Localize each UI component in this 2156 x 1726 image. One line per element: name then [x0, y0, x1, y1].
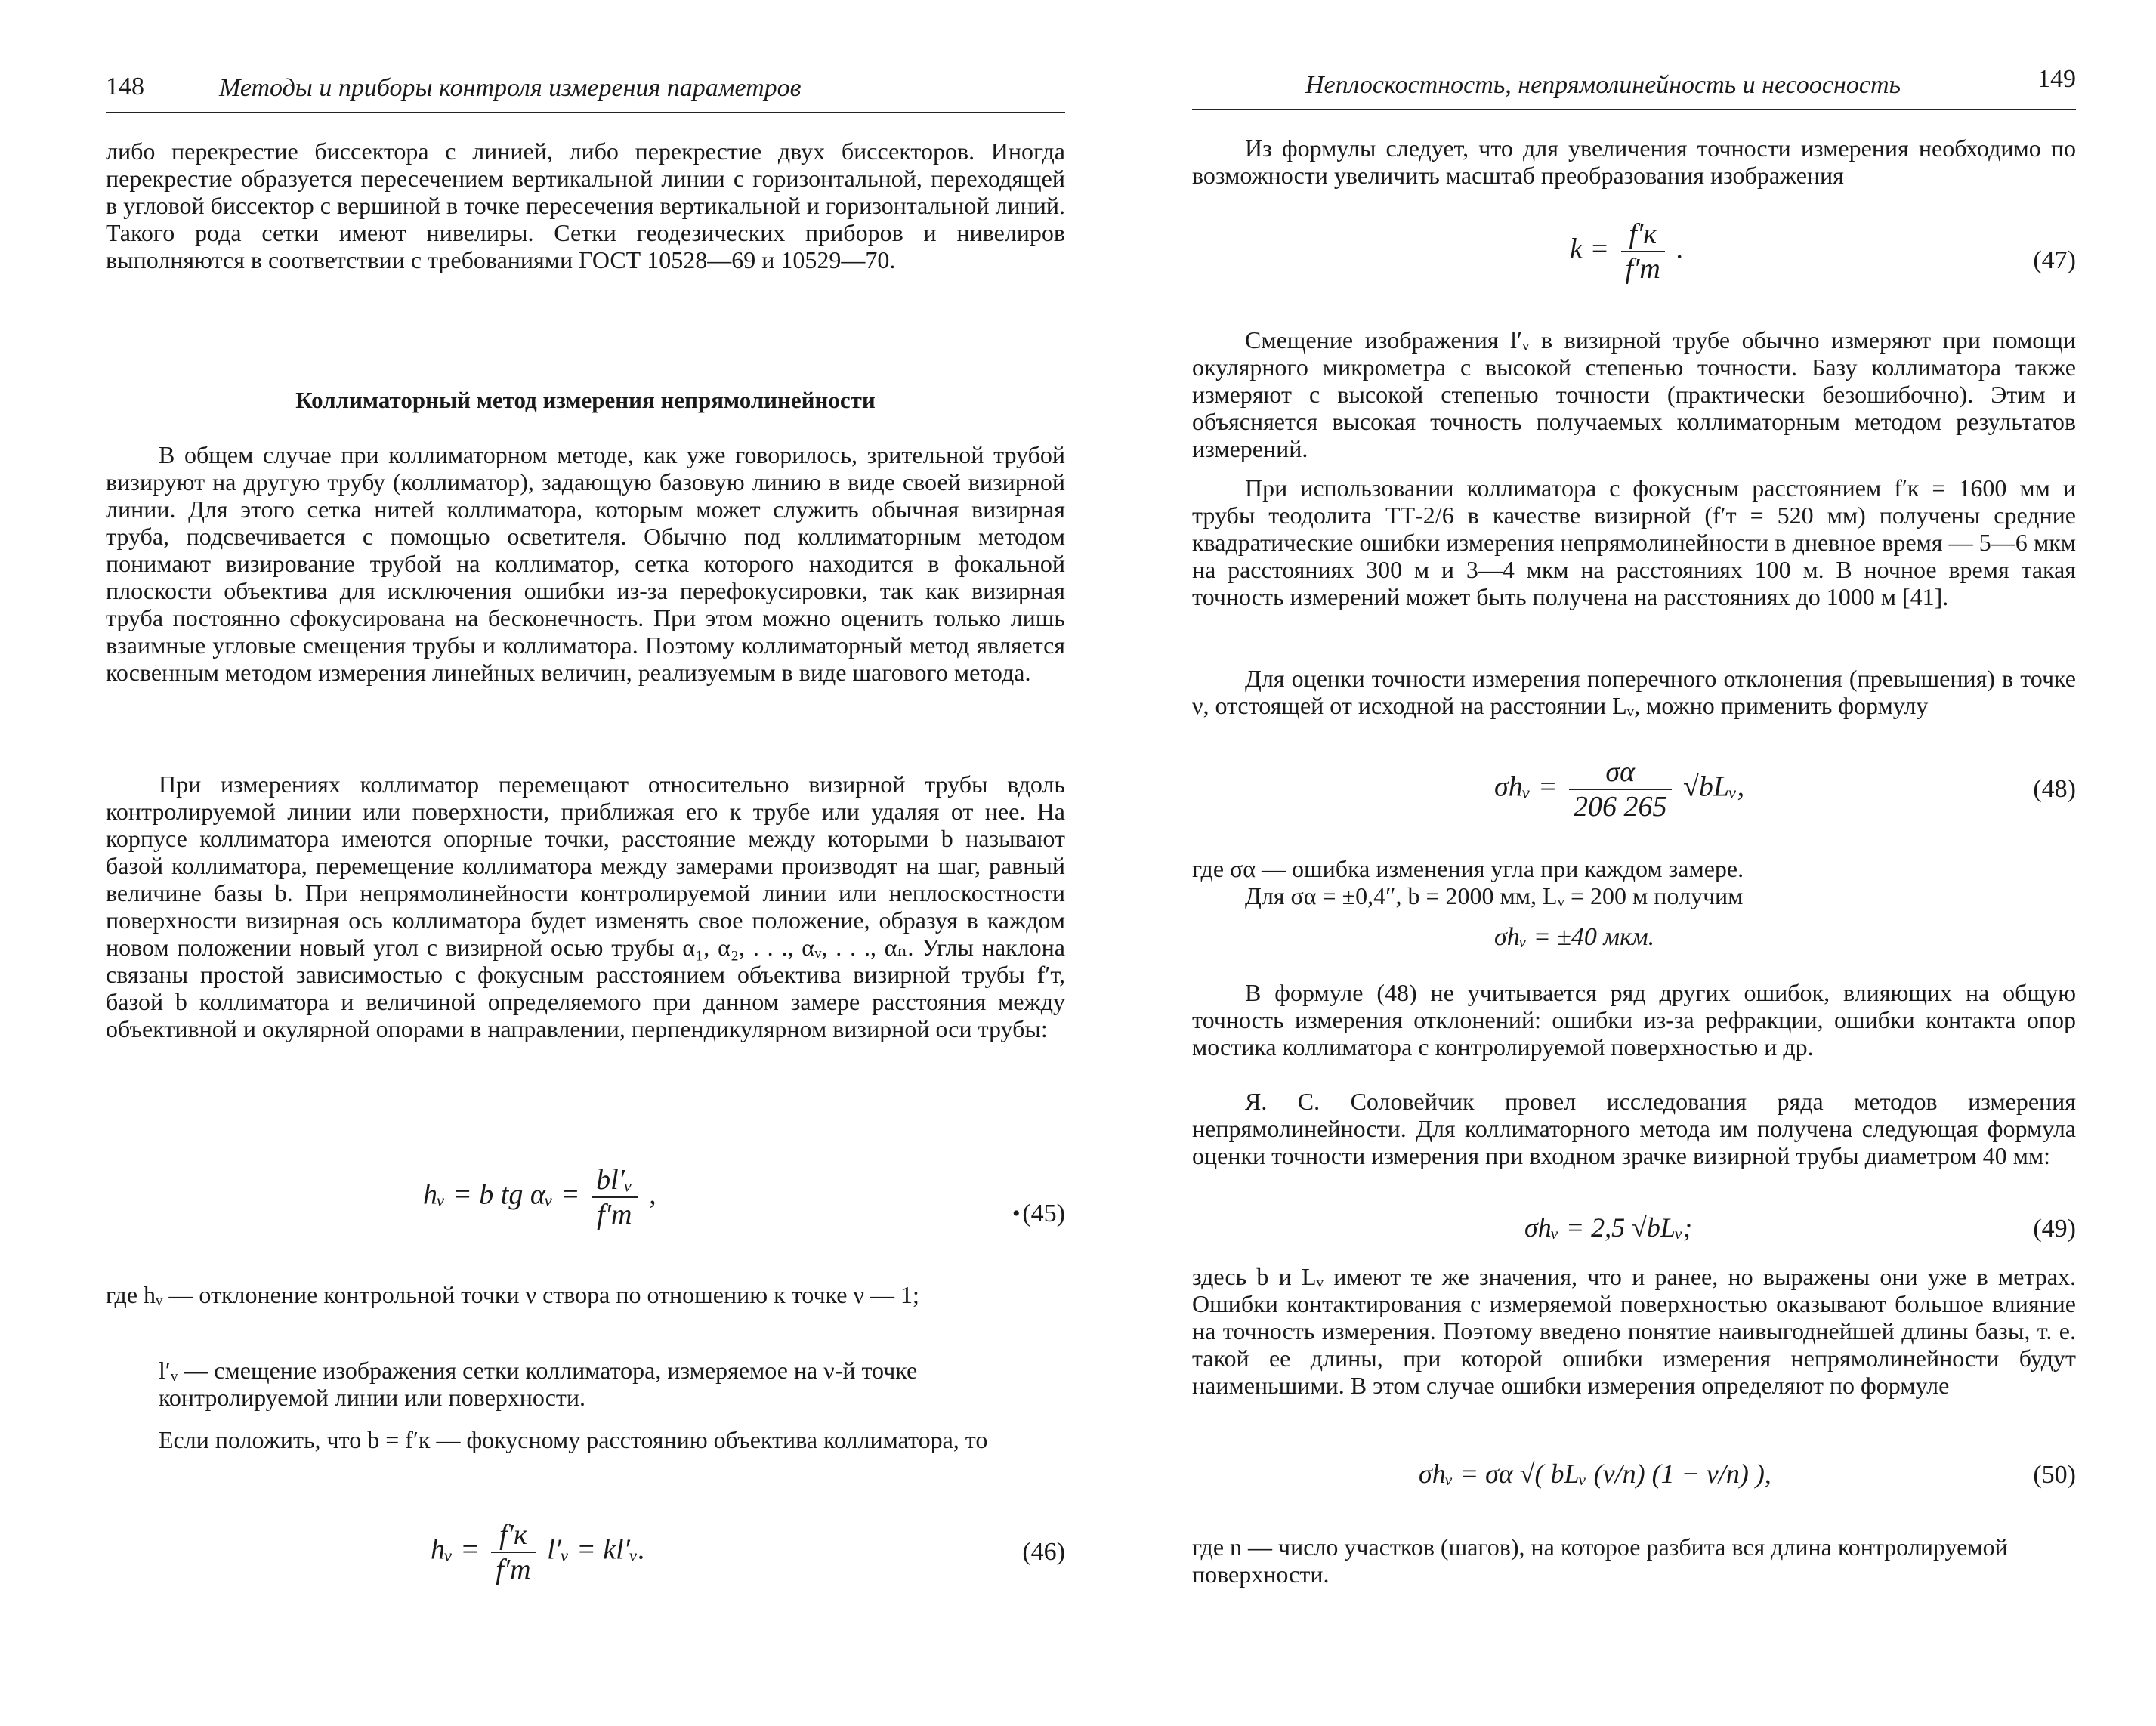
eq46-numerator: f′к [491, 1518, 535, 1553]
where-clause-2 [159, 1357, 1065, 1411]
left-paragraph-1: либо перекрестие биссектора с линией, либо перекрестие двух биссекторов. Иногда перекрестие образуется пересечением вертикальной линии с горизонтальной, переходящей в угловой биссектор с вершиной в точке пересечения вертикальной и горизонтальной линий. Такого рода сетки имеют нивелиры. Сетки геодезических приборов и нивелиров выполняются в соответствии с требованиями ГОСТ 10528—69 и 10529—70. [106, 137, 1065, 273]
eq48-rhs: √bLᵥ, [1683, 770, 1745, 803]
left-paragraph-2: В общем случае при коллиматорном методе, как уже говорилось, зрительной трубой визируют на другую трубу (коллиматор), задающую базовую линию в виде своей визирной линии. Для этого сетка нитей коллиматора, которым может служить обычная визирная труба, подсвечивается с помощью осветителя. Обычно под коллиматорным методом понимают визирование трубой на коллиматор, сетка которого находится в фокальной плоскости объектива для исключения ошибки из-за перефокусировки, так как визирная труба постоянно сфокусирована на бесконечность. При этом можно оценить только лишь взаимные угловые смещения трубы и коллиматора. Поэтому коллиматорный метод является косвенным методом измерения линейных величин, реализуемым в виде шагового метода. [106, 441, 1065, 686]
eq45-number: (45) [1022, 1200, 1065, 1227]
left-page [106, 0, 1065, 1726]
eq45-denominator: f′т [597, 1199, 632, 1230]
where-n-lead: где n — [1192, 1533, 1273, 1561]
eq50-number: (50) [2033, 1461, 2076, 1489]
where-clause-n [1192, 1533, 2076, 1588]
left-running-header [106, 66, 1065, 113]
equation-47 [1570, 218, 1684, 286]
where2-lead: l′ᵥ — [159, 1357, 208, 1384]
right-paragraph-1: Из формулы следует, что для увеличения точности измерения необходимо по возможности увеличить масштаб преобразования изображения [1192, 134, 2076, 189]
eq48-numerator: σα [1569, 755, 1672, 790]
right-paragraph-7: В формуле (48) не учитывается ряд других ошибок, влияющих на общую точность измерения отклонений: ошибки из-за рефракции, ошибки контакта опор мостика коллиматора с контролируемой поверхностью и др. [1192, 979, 2076, 1061]
eq47-lhs: k = [1570, 233, 1610, 265]
equation-46 [431, 1518, 645, 1586]
equation-48 [1494, 755, 1744, 823]
eq47-tail: . [1676, 233, 1684, 265]
equation-result: σhᵥ = ±40 мкм. [1494, 923, 1655, 951]
eq47-fraction [1621, 218, 1665, 286]
eq46-denominator: f′т [496, 1554, 531, 1586]
right-running-header [1192, 63, 2076, 110]
left-paragraph-4: Если положить, что b = f′к — фокусному расстоянию объектива коллиматора, то [159, 1426, 988, 1453]
right-page-number: 149 [2037, 65, 2076, 93]
right-page [1192, 0, 2076, 1726]
eq46-number: (46) [1022, 1538, 1065, 1566]
left-page-number: 148 [106, 73, 144, 100]
eq45-lhs: hᵥ = b tg αᵥ = [423, 1178, 580, 1211]
equation-45 [423, 1163, 656, 1231]
right-paragraph-6: Для σα = ±0,4″, b = 2000 мм, Lᵥ = 200 м получим [1245, 882, 1744, 909]
eq45-fraction [592, 1163, 638, 1231]
right-paragraph-8: Я. С. Соловейчик провел исследования ряда методов измерения непрямолинейности. Для коллиматорного метода им получена следующая формула оценки точности измерения при входном зрачке визирной трубы диаметром 40 мм: [1192, 1088, 2076, 1169]
right-paragraph-4: Для оценки точности измерения поперечного отклонения (превышения) в точке ν, отстоящей от исходной на расстоянии Lᵥ, можно применить формулу [1192, 665, 2076, 719]
eq46-lhs: hᵥ = [431, 1533, 480, 1566]
right-paragraph-3: При использовании коллиматора с фокусным расстоянием f′к = 1600 мм и трубы теодолита ТТ-2/6 в качестве визирной (f′т = 520 мм) получены средние квадратические ошибки измерения непрямолинейности в дневное время — 5—6 мкм на расстояниях 300 м и 3—4 мкм на расстояниях 100 м. В ночное время такая точность измерений может быть получена на расстояниях до 1000 м [41]. [1192, 474, 2076, 610]
section-heading: Коллиматорный метод измерения непрямолинейности [295, 387, 876, 413]
eq49-number: (49) [2033, 1215, 2076, 1243]
left-header-title: Методы и приборы контроля измерения параметров [219, 74, 802, 102]
equation-49: σhᵥ = 2,5 √bLᵥ; [1524, 1212, 1692, 1243]
stray-bullet-mark: • [1012, 1201, 1021, 1226]
eq45-numerator: bl′ᵥ [592, 1163, 638, 1198]
where1-text: отклонение контрольной точки ν створа по отношению к точке ν — 1; [199, 1281, 919, 1308]
where2-text: смещение изображения сетки коллиматора, измеряемое на ν-й точке контролируемой линии или поверхности. [159, 1357, 918, 1411]
where-clause-1 [106, 1281, 1065, 1308]
where-n-text: число участков (шагов), на которое разбита вся длина контролируемой поверхности. [1192, 1533, 2008, 1588]
eq48-denominator: 206 265 [1574, 791, 1667, 823]
right-paragraph-2: Смещение изображения l′ᵥ в визирной трубе обычно измеряют при помощи окулярного микрометра с высокой степенью точности. Базу коллиматора также измеряют с высокой степенью точности (практически безошибочно). Этим и объясняется высокая точность получаемых коллиматорным методом результатов измерений. [1192, 326, 2076, 462]
right-paragraph-5: где σα — ошибка изменения угла при каждом замере. [1192, 855, 1744, 882]
where1-lead: где hᵥ — [106, 1281, 193, 1308]
eq45-tail: , [649, 1178, 656, 1211]
right-paragraph-9: здесь b и Lᵥ имеют те же значения, что и ранее, но выражены они уже в метрах. Ошибки контактирования с измеряемой поверхностью оказывают большое влияние на точность измерения. Поэтому введено понятие наивыгоднейшей длины базы, т. е. такой ее длины, при которой ошибки измерения непрямолинейности будут наименьшими. В этом случае ошибки измерения определяют по формуле [1192, 1263, 2076, 1399]
left-paragraph-3: При измерениях коллиматор перемещают относительно визирной трубы вдоль контролируемой линии или поверхности, приближая его к трубе или удаляя от нее. На корпусе коллиматора имеются опорные точки, расстояние между которыми b называют базой коллиматора, перемещение коллиматора между замерами производят на шаг, равный величине базы b. При непрямолинейности контролируемой линии или неплоскостности поверхности визирная ось коллиматора будет изменять свое положение, образуя в каждом новом положении новый угол с визирной осью трубы α₁, α₂, . . ., αᵥ, . . ., αₙ. Углы наклона связаны простой зависимостью с фокусным расстоянием объектива визирной трубы f′т, базой b коллиматора и величиной определяемого при данном замере расстояния между объективной и окулярной опорами в направлении, перпендикулярном визирной оси трубы: [106, 770, 1065, 1042]
eq47-numerator: f′к [1621, 218, 1665, 252]
eq48-lhs: σhᵥ = [1494, 770, 1558, 803]
right-header-title: Неплоскостность, непрямолинейность и несоосность [1305, 71, 1901, 99]
eq46-fraction [491, 1518, 535, 1586]
eq48-fraction [1569, 755, 1672, 823]
eq48-number: (48) [2033, 775, 2076, 803]
eq47-number: (47) [2033, 246, 2076, 274]
eq46-rhs: l′ᵥ = kl′ᵥ. [547, 1533, 646, 1566]
eq47-denominator: f′т [1625, 253, 1660, 285]
equation-50: σhᵥ = σα √( bLᵥ (ν/n) (1 − ν/n) ), [1419, 1459, 1771, 1489]
